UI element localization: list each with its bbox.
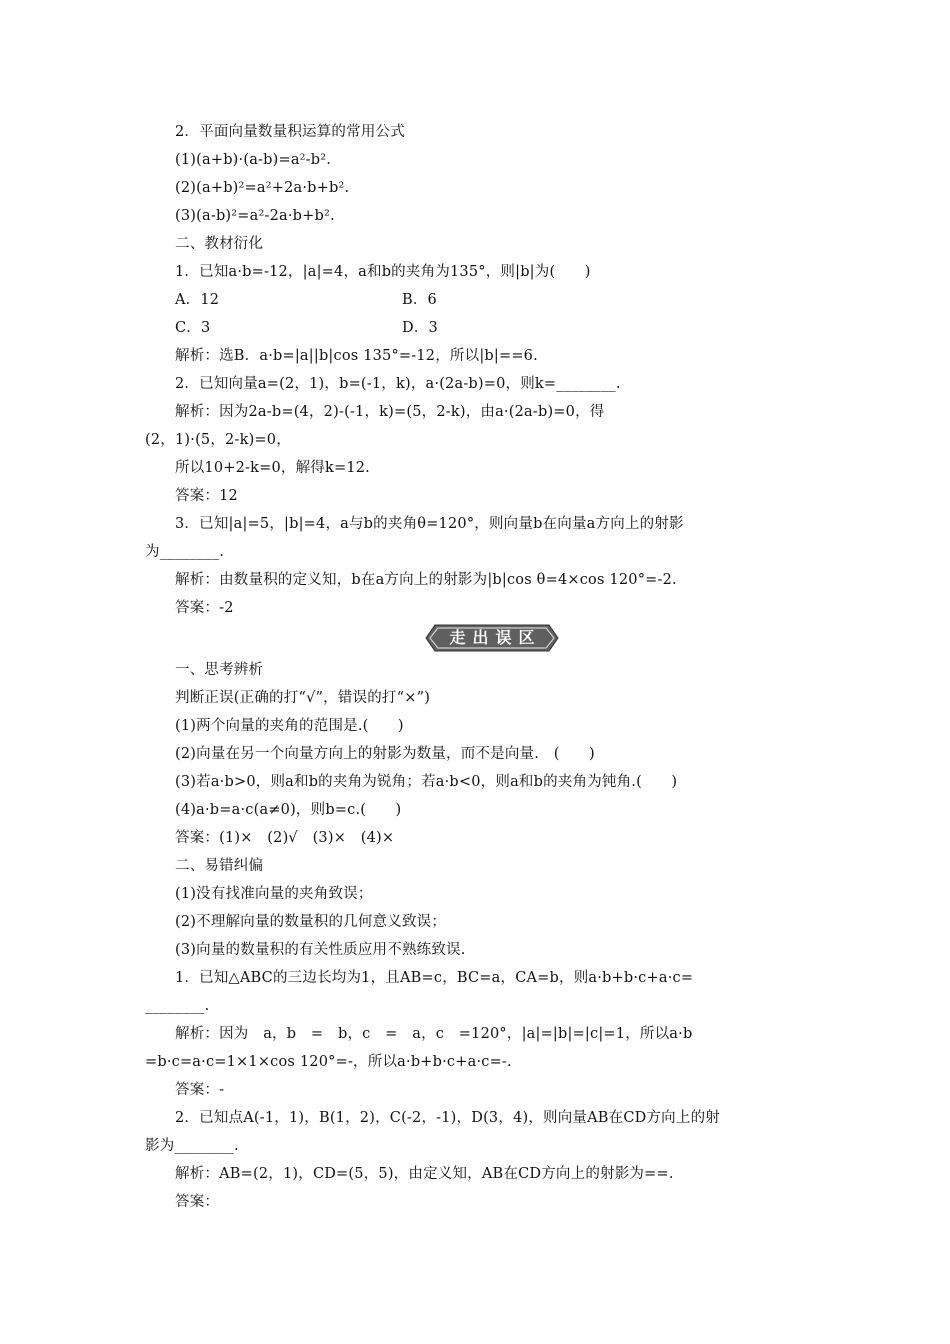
errors-q1-solution-line2: =b·c=a·c=1×1×cos 120°=-，所以a·b+b·c+a·c=-. — [145, 1054, 512, 1070]
textbook-heading: 二、教材衍化 — [175, 236, 264, 252]
thinking-answer: 答案：(1)× (2)√ (3)× (4)× — [175, 830, 395, 846]
errors-q1-solution-line1: 解析：因为 a，b = b，c = a，c =120°，|a|=|b|=|c|=1，所以a·b — [175, 1026, 693, 1042]
errors-item-2: (2)不理解向量的数量积的几何意义致误； — [175, 914, 447, 930]
errors-q2-stem-line2: 影为________. — [145, 1138, 239, 1154]
textbook-q2-solution-line1: 解析：因为2a-b=(4，2)-(-1，k)=(5，2-k)，由a·(2a-b)=0，得 — [175, 404, 605, 420]
formula-3: (3)(a-b)²=a²-2a·b+b². — [175, 208, 335, 224]
textbook-q1-option-c: C．3 — [175, 320, 211, 336]
textbook-q3-stem-line2: 为________. — [145, 544, 225, 560]
textbook-q2-stem: 2．已知向量a=(2，1)，b=(-1，k)，a·(2a-b)=0，则k=________. — [175, 376, 621, 392]
thinking-statement-2: (2)向量在另一个向量方向上的射影为数量，而不是向量. ( ) — [175, 746, 595, 762]
textbook-q3-stem-line1: 3．已知|a|=5，|b|=4，a与b的夹角θ=120°，则向量b在向量a方向上的射影 — [175, 516, 684, 532]
textbook-q2-solution-line2: (2，1)·(5，2-k)=0， — [145, 432, 291, 448]
textbook-q1-option-a: A．12 — [175, 292, 220, 308]
errors-q2-answer: 答案： — [175, 1194, 220, 1210]
errors-heading: 二、易错纠偏 — [175, 858, 264, 874]
errors-q1-answer: 答案：- — [175, 1082, 225, 1098]
errors-item-1: (1)没有找准向量的夹角致误； — [175, 886, 373, 902]
thinking-statement-4: (4)a·b=a·c(a≠0)，则b=c.( ) — [175, 802, 402, 818]
banner-label: 走出误区 — [449, 628, 542, 647]
errors-item-3: (3)向量的数量积的有关性质应用不熟练致误. — [175, 942, 466, 958]
formulas-title: 2．平面向量数量积运算的常用公式 — [175, 124, 405, 140]
textbook-q1-option-d: D．3 — [402, 320, 438, 336]
textbook-q1-stem: 1．已知a·b=-12，|a|=4，a和b的夹角为135°，则|b|为( ) — [175, 264, 591, 280]
textbook-q3-answer: 答案：-2 — [175, 600, 234, 616]
errors-q1-stem-line2: ________. — [145, 998, 210, 1014]
formula-1: (1)(a+b)·(a-b)=a²-b². — [175, 152, 332, 168]
thinking-statement-1: (1)两个向量的夹角的范围是.( ) — [175, 718, 404, 734]
formula-2: (2)(a+b)²=a²+2a·b+b². — [175, 180, 350, 196]
errors-q2-stem-line1: 2．已知点A(-1，1)，B(1，2)，C(-2，-1)，D(3，4)，则向量AB在CD方向上的射 — [175, 1110, 720, 1126]
errors-q2-solution: 解析：AB=(2，1)，CD=(5，5)，由定义知，AB在CD方向上的射影为==. — [175, 1166, 674, 1182]
textbook-q1-option-b: B．6 — [402, 292, 437, 308]
thinking-heading: 一、思考辨析 — [175, 662, 264, 678]
textbook-q1-solution: 解析：选B．a·b=|a||b|cos 135°=-12，所以|b|==6. — [175, 348, 538, 364]
textbook-q3-solution: 解析：由数量积的定义知，b在a方向上的射影为|b|cos θ=4×cos 120°=-2. — [175, 572, 677, 588]
section-banner — [425, 624, 559, 652]
textbook-q2-answer: 答案：12 — [175, 488, 238, 504]
errors-q1-stem-line1: 1．已知△ABC的三边长均为1，且AB=c，BC=a，CA=b，则a·b+b·c+a·c= — [175, 970, 694, 986]
thinking-instruction: 判断正误(正确的打“√”，错误的打“×”) — [175, 690, 431, 706]
thinking-statement-3: (3)若a·b>0，则a和b的夹角为锐角；若a·b<0，则a和b的夹角为钝角.( ) — [175, 774, 678, 790]
textbook-q2-solution-line3: 所以10+2-k=0，解得k=12. — [175, 460, 370, 476]
